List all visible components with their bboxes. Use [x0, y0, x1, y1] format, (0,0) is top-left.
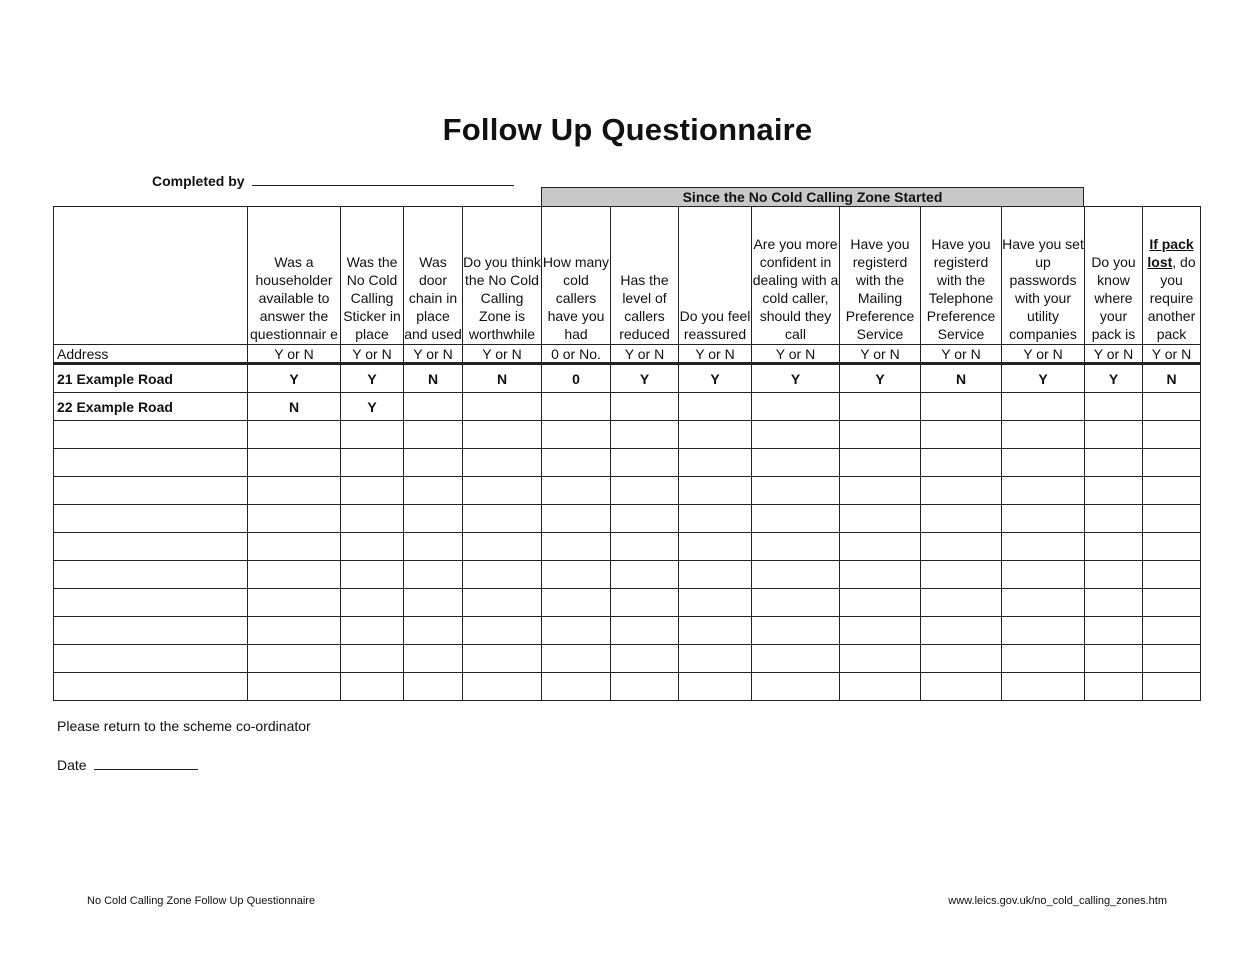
table-row	[54, 505, 1201, 533]
answer-cell[interactable]	[1143, 673, 1201, 701]
question-header: Has the level of callers reduced	[611, 207, 679, 345]
answer-cell[interactable]	[341, 645, 404, 673]
answer-cell[interactable]	[404, 505, 463, 533]
answer-cell[interactable]: N	[404, 364, 463, 393]
answer-format: Y or N	[611, 345, 679, 364]
answer-cell[interactable]	[1085, 477, 1143, 505]
question-emphasis: If pack lost	[1147, 236, 1194, 270]
answer-cell[interactable]	[1085, 505, 1143, 533]
table-row	[54, 645, 1201, 673]
answer-cell[interactable]	[611, 393, 679, 421]
answer-cell[interactable]	[840, 589, 921, 617]
answer-cell[interactable]	[248, 449, 341, 477]
answer-cell[interactable]	[341, 561, 404, 589]
answer-cell[interactable]	[248, 505, 341, 533]
answer-cell[interactable]	[1002, 505, 1085, 533]
group-header: Since the No Cold Calling Zone Started	[541, 187, 1084, 207]
answer-cell[interactable]	[1143, 505, 1201, 533]
answer-cell[interactable]	[840, 533, 921, 561]
question-header: Was door chain in place and used	[404, 207, 463, 345]
answer-cell[interactable]	[463, 393, 542, 421]
answer-cell[interactable]	[1002, 617, 1085, 645]
answer-cell[interactable]	[341, 449, 404, 477]
answer-cell[interactable]	[679, 449, 752, 477]
page-title: Follow Up Questionnaire	[442, 112, 813, 147]
answer-cell[interactable]	[1002, 477, 1085, 505]
answer-cell[interactable]	[1085, 533, 1143, 561]
question-header: Do you think the No Cold Calling Zone is worthwhile	[463, 207, 542, 345]
answer-cell[interactable]	[752, 449, 840, 477]
answer-cell[interactable]	[341, 505, 404, 533]
answer-cell[interactable]	[542, 449, 611, 477]
date-label: Date	[57, 757, 87, 773]
answer-cell[interactable]	[463, 617, 542, 645]
answer-cell[interactable]	[921, 589, 1002, 617]
answer-cell[interactable]: Y	[248, 364, 341, 393]
answer-cell[interactable]	[752, 533, 840, 561]
answer-cell[interactable]	[1143, 393, 1201, 421]
answer-cell[interactable]	[542, 505, 611, 533]
table-row	[54, 533, 1201, 561]
answer-cell[interactable]	[679, 393, 752, 421]
answer-cell[interactable]	[542, 477, 611, 505]
answer-cell[interactable]	[1085, 617, 1143, 645]
answer-cell[interactable]	[611, 449, 679, 477]
answer-cell[interactable]	[752, 561, 840, 589]
question-header: Was a householder available to answer the questionnair e	[248, 207, 341, 345]
answer-cell[interactable]	[248, 477, 341, 505]
answer-cell[interactable]	[1002, 589, 1085, 617]
answer-cell[interactable]: N	[1143, 364, 1201, 393]
answer-cell[interactable]: Y	[611, 364, 679, 393]
answer-cell[interactable]	[248, 533, 341, 561]
answer-cell[interactable]	[1085, 589, 1143, 617]
answer-cell[interactable]	[679, 421, 752, 449]
table-row	[54, 673, 1201, 701]
answer-cell[interactable]	[752, 393, 840, 421]
question-header	[1143, 207, 1201, 345]
answer-cell[interactable]	[1002, 673, 1085, 701]
answer-cell[interactable]	[542, 561, 611, 589]
answer-cell[interactable]	[1002, 421, 1085, 449]
answer-cell[interactable]: Y	[752, 364, 840, 393]
answer-format: Y or N	[1002, 345, 1085, 364]
answer-cell[interactable]	[1143, 477, 1201, 505]
answer-cell[interactable]	[840, 645, 921, 673]
answer-cell[interactable]	[921, 421, 1002, 449]
answer-cell[interactable]	[404, 561, 463, 589]
table-row	[54, 421, 1201, 449]
answer-cell[interactable]	[840, 505, 921, 533]
answer-cell[interactable]: 0	[542, 364, 611, 393]
footer-title: No Cold Calling Zone Follow Up Questionnaire	[87, 895, 316, 907]
answer-cell[interactable]	[1002, 645, 1085, 673]
completed-by-field[interactable]	[152, 171, 514, 189]
answer-cell[interactable]	[542, 393, 611, 421]
answer-format: Y or N	[840, 345, 921, 364]
answer-cell[interactable]	[248, 645, 341, 673]
answer-format: Y or N	[404, 345, 463, 364]
answer-cell[interactable]	[1143, 645, 1201, 673]
address-header-blank	[54, 207, 248, 345]
answer-cell[interactable]	[248, 561, 341, 589]
answer-cell[interactable]	[341, 617, 404, 645]
answer-cell[interactable]	[404, 645, 463, 673]
answer-cell[interactable]	[752, 421, 840, 449]
completed-by-line[interactable]	[252, 171, 514, 186]
answer-cell[interactable]	[341, 421, 404, 449]
table-row	[54, 393, 1201, 421]
answer-cell[interactable]	[679, 617, 752, 645]
answer-cell[interactable]: Y	[1085, 364, 1143, 393]
answer-cell[interactable]	[1085, 393, 1143, 421]
answer-cell[interactable]	[1085, 561, 1143, 589]
table-row	[54, 449, 1201, 477]
table-row	[54, 477, 1201, 505]
answer-cell[interactable]	[404, 589, 463, 617]
answer-cell[interactable]	[679, 589, 752, 617]
date-field[interactable]	[57, 755, 198, 773]
answer-cell[interactable]: N	[921, 364, 1002, 393]
answer-cell[interactable]	[463, 505, 542, 533]
completed-by-label: Completed by	[152, 173, 245, 189]
answer-cell[interactable]	[542, 673, 611, 701]
address-cell[interactable]	[54, 449, 248, 477]
table-row	[54, 589, 1201, 617]
table-row	[54, 364, 1201, 393]
answer-cell[interactable]	[341, 673, 404, 701]
answer-cell[interactable]	[1143, 589, 1201, 617]
answer-cell[interactable]	[463, 421, 542, 449]
table-row	[54, 561, 1201, 589]
answer-cell[interactable]	[611, 673, 679, 701]
answer-cell[interactable]	[248, 589, 341, 617]
answer-cell[interactable]: N	[248, 393, 341, 421]
answer-cell[interactable]	[542, 589, 611, 617]
answer-cell[interactable]	[921, 449, 1002, 477]
answer-cell[interactable]	[404, 617, 463, 645]
footer-url: www.leics.gov.uk/no_cold_calling_zones.htm	[948, 895, 1167, 907]
answer-cell[interactable]	[752, 505, 840, 533]
answer-cell[interactable]	[611, 589, 679, 617]
answer-format: Y or N	[248, 345, 341, 364]
answer-cell[interactable]: Y	[341, 393, 404, 421]
answer-cell[interactable]	[921, 477, 1002, 505]
answer-cell[interactable]	[921, 533, 1002, 561]
answer-cell[interactable]	[840, 393, 921, 421]
answer-format: Y or N	[1143, 345, 1201, 364]
answer-cell[interactable]	[463, 449, 542, 477]
answer-cell[interactable]	[248, 421, 341, 449]
question-header: Are you more confident in dealing with a cold caller, should they call	[752, 207, 840, 345]
answer-cell[interactable]	[679, 561, 752, 589]
answer-cell[interactable]	[1143, 533, 1201, 561]
answer-cell[interactable]	[679, 673, 752, 701]
answer-cell[interactable]	[611, 505, 679, 533]
answer-cell[interactable]	[404, 449, 463, 477]
question-header: Do you know where your pack is	[1085, 207, 1143, 345]
address-cell[interactable]	[54, 533, 248, 561]
answer-cell[interactable]	[404, 393, 463, 421]
answer-cell[interactable]: Y	[341, 364, 404, 393]
answer-cell[interactable]	[840, 449, 921, 477]
answer-cell[interactable]	[921, 393, 1002, 421]
answer-cell[interactable]	[840, 673, 921, 701]
answer-cell[interactable]	[679, 533, 752, 561]
answer-cell[interactable]	[611, 477, 679, 505]
answer-cell[interactable]	[840, 477, 921, 505]
answer-cell[interactable]	[679, 645, 752, 673]
answer-cell[interactable]	[1002, 533, 1085, 561]
answer-cell[interactable]	[921, 617, 1002, 645]
answer-cell[interactable]	[611, 561, 679, 589]
answer-cell[interactable]	[542, 421, 611, 449]
answer-cell[interactable]	[611, 421, 679, 449]
answer-format: Y or N	[679, 345, 752, 364]
answer-cell[interactable]	[1143, 617, 1201, 645]
answer-cell[interactable]	[1143, 561, 1201, 589]
address-cell[interactable]	[54, 505, 248, 533]
answer-format: Y or N	[1085, 345, 1143, 364]
answer-cell[interactable]: Y	[679, 364, 752, 393]
answer-cell[interactable]	[463, 589, 542, 617]
answer-cell[interactable]	[679, 477, 752, 505]
address-cell[interactable]	[54, 617, 248, 645]
answer-format-row	[54, 345, 1201, 364]
answer-cell[interactable]	[1002, 393, 1085, 421]
answer-cell[interactable]	[341, 589, 404, 617]
answer-cell[interactable]	[341, 477, 404, 505]
answer-cell[interactable]	[679, 505, 752, 533]
answer-format: Y or N	[341, 345, 404, 364]
questionnaire-table	[53, 206, 1201, 701]
answer-cell[interactable]	[752, 673, 840, 701]
date-line[interactable]	[94, 755, 198, 770]
answer-cell[interactable]	[463, 673, 542, 701]
address-label: Address	[54, 345, 248, 364]
address-cell[interactable]: 21 Example Road	[54, 364, 248, 393]
answer-cell[interactable]	[463, 561, 542, 589]
answer-cell[interactable]	[611, 645, 679, 673]
answer-cell[interactable]	[921, 673, 1002, 701]
answer-cell[interactable]: Y	[1002, 364, 1085, 393]
question-header: Do you feel reassured	[679, 207, 752, 345]
answer-format: Y or N	[463, 345, 542, 364]
answer-cell[interactable]	[248, 617, 341, 645]
answer-cell[interactable]	[840, 617, 921, 645]
address-cell[interactable]	[54, 561, 248, 589]
address-cell[interactable]	[54, 645, 248, 673]
answer-cell[interactable]	[1085, 645, 1143, 673]
answer-cell[interactable]	[1085, 673, 1143, 701]
address-cell[interactable]	[54, 421, 248, 449]
answer-cell[interactable]	[1002, 561, 1085, 589]
address-cell[interactable]	[54, 673, 248, 701]
answer-cell[interactable]	[752, 477, 840, 505]
answer-cell[interactable]	[752, 617, 840, 645]
answer-cell[interactable]: Y	[840, 364, 921, 393]
answer-cell[interactable]	[921, 505, 1002, 533]
answer-cell[interactable]	[463, 645, 542, 673]
answer-cell[interactable]	[404, 673, 463, 701]
answer-cell[interactable]	[840, 561, 921, 589]
question-header-row	[54, 207, 1201, 345]
answer-cell[interactable]	[463, 533, 542, 561]
question-text: , do you require another pack	[1147, 254, 1196, 342]
answer-cell[interactable]	[1085, 449, 1143, 477]
answer-cell[interactable]	[542, 645, 611, 673]
answer-format: Y or N	[921, 345, 1002, 364]
answer-cell[interactable]	[752, 645, 840, 673]
address-cell[interactable]	[54, 477, 248, 505]
address-cell[interactable]	[54, 589, 248, 617]
answer-format: 0 or No.	[542, 345, 611, 364]
answer-cell[interactable]	[341, 533, 404, 561]
question-header: How many cold callers have you had	[542, 207, 611, 345]
answer-cell[interactable]	[404, 477, 463, 505]
answer-cell[interactable]	[840, 421, 921, 449]
question-header: Was the No Cold Calling Sticker in place	[341, 207, 404, 345]
answer-cell[interactable]	[752, 589, 840, 617]
question-header: Have you registerd with the Telephone Preference Service	[921, 207, 1002, 345]
answer-cell[interactable]	[404, 533, 463, 561]
answer-cell[interactable]	[542, 533, 611, 561]
answer-cell[interactable]	[611, 533, 679, 561]
answer-cell[interactable]: N	[463, 364, 542, 393]
answer-cell[interactable]	[463, 477, 542, 505]
answer-cell[interactable]	[1002, 449, 1085, 477]
answer-cell[interactable]	[542, 617, 611, 645]
answer-cell[interactable]	[248, 673, 341, 701]
answer-format: Y or N	[752, 345, 840, 364]
address-cell[interactable]: 22 Example Road	[54, 393, 248, 421]
answer-cell[interactable]	[921, 561, 1002, 589]
table-row	[54, 617, 1201, 645]
answer-cell[interactable]	[1085, 421, 1143, 449]
question-header: Have you registerd with the Mailing Preference Service	[840, 207, 921, 345]
answer-cell[interactable]	[921, 645, 1002, 673]
return-note: Please return to the scheme co-ordinator	[57, 718, 311, 734]
question-header: Have you set up passwords with your utility companies	[1002, 207, 1085, 345]
answer-cell[interactable]	[404, 421, 463, 449]
answer-cell[interactable]	[611, 617, 679, 645]
answer-cell[interactable]	[1143, 421, 1201, 449]
answer-cell[interactable]	[1143, 449, 1201, 477]
